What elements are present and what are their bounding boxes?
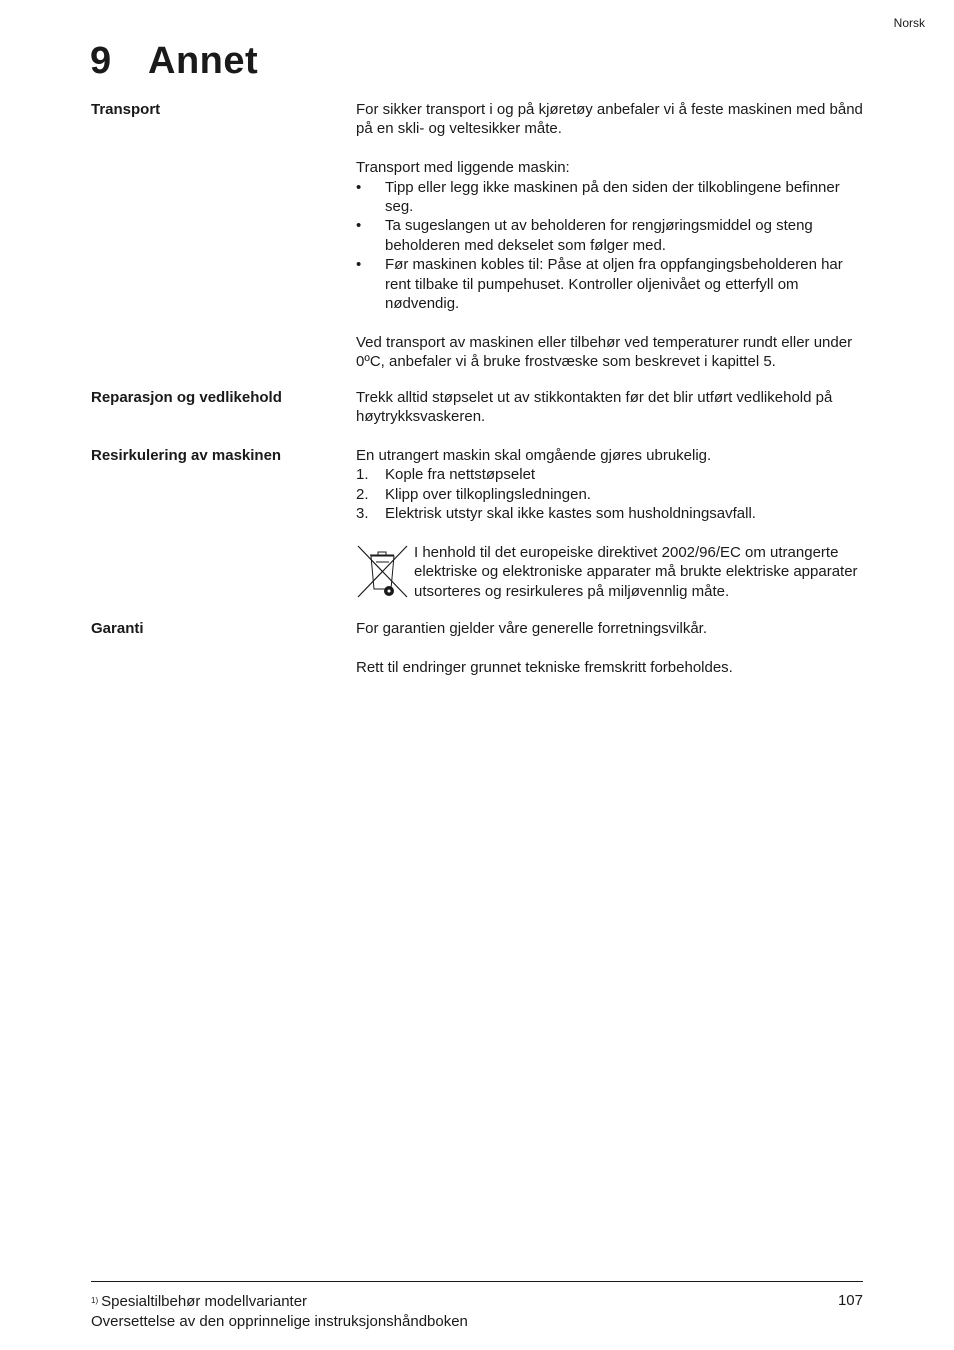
footnote-text: Spesialtilbehør modellvarianter <box>101 1293 308 1310</box>
bullet-marker: • <box>356 217 362 235</box>
footer-divider <box>91 1281 863 1282</box>
bullet-marker: • <box>356 178 362 196</box>
step-number: 1. <box>356 466 369 484</box>
list-item <box>356 255 866 313</box>
repair-text: Trekk alltid støpselet ut av stikkontakten før det blir utført vedlikehold på høytrykksvaskeren. <box>356 389 833 426</box>
section-label: Garanti <box>91 620 144 637</box>
section-label: Resirkulering av maskinen <box>91 447 282 464</box>
step-text: Elektrisk utstyr skal ikke kastes som husholdningsavfall. <box>385 505 756 523</box>
chapter-number: 9 <box>90 40 112 82</box>
bullet-text: Tipp eller legg ikke maskinen på den siden der tilkoblingene befinner seg. <box>385 178 840 216</box>
transport-lying-heading: Transport med liggende maskin: <box>356 159 570 177</box>
list-item <box>356 504 866 523</box>
step-text: Klipp over tilkoplingsledningen. <box>385 485 591 503</box>
bullet-text: Ta sugeslangen ut av beholderen for rengjøringsmiddel og steng beholderen med dekselet som følger med. <box>385 217 813 254</box>
crossed-out-wheelie-bin-icon <box>356 543 414 601</box>
list-item <box>356 485 866 504</box>
changes-note: Rett til endringer grunnet tekniske fremskritt forbeholdes. <box>356 658 733 676</box>
transport-intro: For sikker transport i og på kjøretøy anbefaler vi å feste maskinen med bånd på en skli- og veltesikker måte. <box>356 101 863 138</box>
footnote-mark: 1) <box>91 1296 99 1305</box>
section-body <box>356 446 866 601</box>
page-number: 107 <box>837 1292 863 1309</box>
translation-note: Oversettelse av den opprinnelige instruksjonshåndboken <box>91 1313 468 1330</box>
list-item <box>356 178 866 217</box>
weee-text: I henhold til det europeiske direktivet 2002/96/EC om utrangerte elektriske og elektroniske apparater må brukte elektriske apparater utsorteres og resirkuleres på miljøvennlig måte. <box>414 544 858 600</box>
section-body <box>356 100 866 372</box>
step-number: 2. <box>356 485 369 503</box>
bullet-marker: • <box>356 256 362 274</box>
warranty-text: For garantien gjelder våre generelle forretningsvilkår. <box>356 620 708 637</box>
section-label: Transport <box>91 101 161 118</box>
bullet-text: Før maskinen kobles til: Påse at oljen fra oppfangingsbeholderen har rent tilbake til pumpehuset. Kontroller oljenivået og etterfyll om nødvendig. <box>385 256 843 313</box>
weee-notice <box>356 543 866 601</box>
list-item <box>356 216 866 255</box>
list-item <box>356 465 866 484</box>
language-label: Norsk <box>893 16 925 30</box>
section-label: Reparasjon og vedlikehold <box>91 389 282 406</box>
footnote <box>91 1292 307 1311</box>
chapter-heading <box>90 40 258 83</box>
recycling-intro: En utrangert maskin skal omgående gjøres ubrukelig. <box>356 447 712 464</box>
transport-frost-note: Ved transport av maskinen eller tilbehør ved temperaturer rundt eller under 0ºC, anbefaler vi å bruke frostvæske som beskrevet i kapittel 5. <box>356 333 853 371</box>
section-body <box>356 619 866 677</box>
section-body <box>356 388 866 427</box>
step-number: 3. <box>356 505 369 523</box>
step-text: Kople fra nettstøpselet <box>385 466 536 484</box>
chapter-title: Annet <box>148 40 259 82</box>
